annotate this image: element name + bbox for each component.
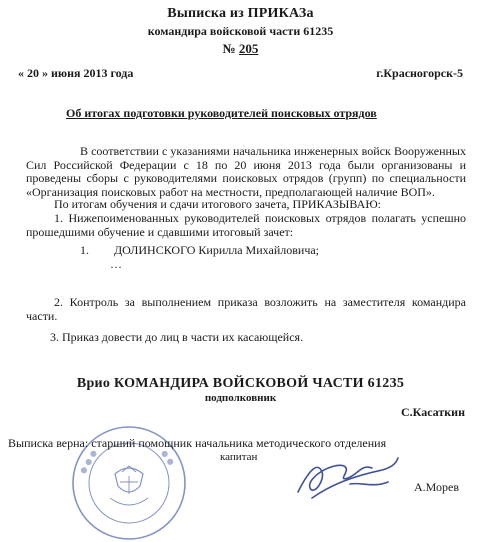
order-subject: Об итогах подготовки руководителей поисковых отрядов xyxy=(66,106,377,120)
handwritten-signature-icon xyxy=(292,448,402,508)
list-item-number: 1. xyxy=(80,243,89,257)
order-number xyxy=(0,41,481,57)
paragraph-item-3: 3. Приказ довести до лиц в части их касающейся. xyxy=(50,330,304,344)
list-ellipsis: … xyxy=(110,257,122,271)
commander-name: С.Касаткин xyxy=(400,405,465,419)
commander-rank: подполковник xyxy=(204,392,277,404)
paragraph-intro: В соответствии с указаниями начальника инженерных войск Вооруженных Сил Российской Федерации с 18 по 20 июня 2013 года были организованы и проведены сборы с руководителями поисковых отрядов (групп) по специальности «Организация поисковых работ на местности, предполагающей наличие ВОП». xyxy=(26,144,466,199)
list-item xyxy=(80,243,319,258)
svg-text:● ● ●: ● ● ● xyxy=(77,448,99,476)
certifier-rank: капитан xyxy=(220,451,258,463)
order-number-prefix: № xyxy=(222,41,236,56)
certification-line: Выписка верна: старший помощник начальника методического отделения xyxy=(8,436,387,450)
order-number-value: 205 xyxy=(238,41,259,56)
paragraph-item-1: 1. Нижепоименованных руководителей поисковых отрядов полагать успешно прошедшими обучение и сдавшими итоговый зачет: xyxy=(26,211,466,239)
paragraph-orders: По итогам обучения и сдачи итогового зачета, ПРИКАЗЫВАЮ: xyxy=(54,197,381,211)
commander-title: Врио КОМАНДИРА ВОЙСКОВОЙ ЧАСТИ 61235 xyxy=(76,376,405,391)
svg-text:● ●: ● ● xyxy=(159,448,177,467)
list-item-name: ДОЛИНСКОГО Кирилла Михайловича; xyxy=(114,243,320,257)
document-subtitle: командира войсковой части 61235 xyxy=(147,24,334,38)
order-date: « 20 » июня 2013 года xyxy=(18,66,134,80)
document-title: Выписка из ПРИКАЗа xyxy=(167,6,314,21)
certifier-name: А.Морев xyxy=(414,480,460,494)
paragraph-item-2: 2. Контроль за выполнением приказа возложить на заместителя командира части. xyxy=(26,295,466,323)
order-city: г.Красногорск-5 xyxy=(376,66,463,80)
